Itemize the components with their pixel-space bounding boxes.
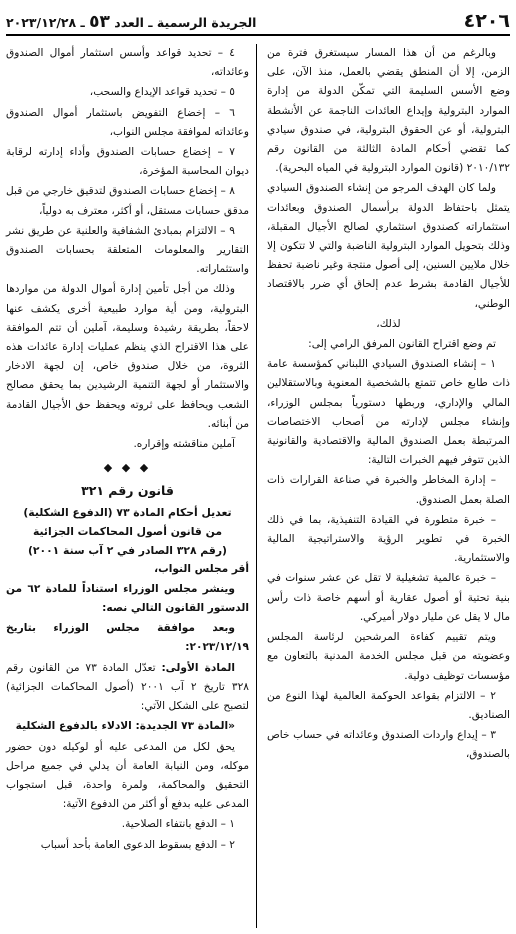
issue-date: ـ ٢٠٢٣/١٢/٢٨ [6,15,85,30]
law-title-line: تعديل أحكام المادة ٧٣ (الدفوع الشكلية) [23,505,232,519]
paragraph: تم وضع اقتراح القانون المرفق الرامي إلى: [308,338,496,351]
law-title-line: من قانون أصول المحاكمات الجزائية [32,524,223,538]
paragraph: ولما كان الهدف المرجو من إنشاء الصندوق السيادي يتمثل باحتفاظ الدولة برأسمال الصندوق وبعائدات استثماراته كصندوق استثماري لصالح الأجيال المقبلة، وذلك بتحويل الموارد البترولية الناضبة والتي لا تتكون إلا خلال ملايين السنين، إلى أصول منتجة وغير ناضبة تحفظ للأجيال القادمة بشرط عدم إلحاق أي ضرر بالاقتصاد الوطني، [266,182,510,310]
list-item: ٥ – تحديد قواعد الإيداع والسحب، [89,86,235,99]
issue-number: ٥٣ [89,12,110,32]
left-column [6,44,253,928]
article-label: المادة الأولى: [161,661,236,674]
list-item: ٧ – إخضاع حسابات الصندوق وأداء إدارته لرقابة ديوان المحاسبة المؤخرة، [5,146,249,178]
article [6,659,249,717]
article-text: يحق لكل من المدعى عليه أو لوكيله دون حضور موكله، ومن النيابة العامة أن يدلي في جميع مراحل التحقيق والمحاكمة، ولمرة واحدة، قبل استجواب المدعى عليه بدفع أو أكثر من الدفوع الآتية: [5,740,249,811]
list-item: ١ – إنشاء الصندوق السيادي اللبناني كمؤسسة عامة ذات طابع خاص تتمتع بالشخصية المعنوية وبالاستقلالين المالي والإداري، وربطها دستورياً بمجلس الوزراء، وإنشاء مجلس لإدارته من أصحاب الاختصاصات المرتبطة بعمل الصندوق المالية والاقتصادية والقانونية الذين تتوفر فيهم الخبرات التالية: [266,358,510,467]
preamble: وينشر مجلس الوزراء استناداً للمادة ٦٢ من الدستور القانون التالي نصه: [5,582,249,615]
list-item: ٤ – تحديد قواعد وأسس استثمار أموال الصندوق وعائداته، [5,47,249,79]
preamble: وبعد موافقة مجلس الوزراء بتاريخ ٢٠٢٣/١٢/١٩: [5,622,249,654]
right-column [260,44,510,928]
list-item: ٩ – الالتزام بمبادئ الشفافية والعلنية عن طريق نشر التقارير والمعلومات المتعلقة بحسابات الصندوق واستثماراته. [5,224,249,276]
paragraph: آملين مناقشته وإقراره. [133,438,235,451]
list-item: ٦ – إخضاع التفويض باستثمار أموال الصندوق وعائداته لموافقة مجلس النواب، [5,106,249,138]
preamble: أقر مجلس النواب، [154,562,249,575]
running-header [6,12,256,32]
list-item: ٢ – الالتزام بقواعد الحوكمة العالمية لهذا النوع من الصناديق. [266,689,510,721]
page-header [6,6,510,36]
paragraph: وبالرغم من أن هذا المسار سيستغرق فترة من الزمن، إلا أن المنطق يقضي بالعمل، منذ الآن، على وضع الأسس السليمة التي تمكّن الدولة من إدارة الموارد البترولية وإيداع العائدات الناجمة عن الأنشطة البترولية، أو عن الحقوق البترولية، في صندوق سيادي كما تقضي أحكام المادة الثالثة من القانون رقم ٢٠١٠/١٣٢ (قانون الموارد البترولية في المياه البحرية). [266,47,510,175]
list-item: ٢ – الدفع بسقوط الدعوى العامة بأحد أسباب [40,838,235,851]
section-separator: ◆ ◆ ◆ [103,461,152,475]
gazette-name: الجريدة الرسمية ـ العدد [114,15,257,30]
list-item: ٣ – إيداع واردات الصندوق وعائداته في حساب خاص بالصندوق، [266,729,510,761]
list-item: – خبرة عالمية تشغيلية لا تقل عن عشر سنوات في بنية تحتية أو أصول عقارية أو أسهم خاصة ذات رأس مال لا يقل عن مليار دولار أميركي. [266,572,510,623]
article-text: تعدّل المادة ٧٣ من القانون رقم ٣٢٨ تاريخ ٢ آب ٢٠٠١ (أصول المحاكمات الجزائية) لتصبح على الشكل الآتي: [5,661,249,713]
list-item: ١ – الدفع بانتفاء الصلاحية. [121,818,235,831]
list-item: – إدارة المخاطر والخبرة في صناعة القرارات ذات الصلة بعمل الصندوق. [266,474,510,506]
page-number: ٤٢٠٦ [463,10,510,32]
paragraph: وذلك من أجل تأمين إدارة أموال الدولة من مواردها البترولية، ومن أية موارد طبيعية أخرى يكشف عنها لاحقاً، بطريقة رشيدة وسليمة، آملين أن تتم الموافقة على هذا الاقتراح الذي ينظم عمليات إدارة عائدات هذه الثروة، من خلال صندوق خاص، إن لجهة الادخار والاستثمار أو لجهة التنمية الرشيدين بما يحقق مصالح الشعب ويحافظ على ثروته ويحفظ حق الأجيال القادمة من أبنائه. [5,283,249,430]
list-item: ٨ – إخضاع حسابات الصندوق لتدقيق خارجي من قبل مدقق حسابات مستقل، أو أكثر، معترف به دولياً، [5,185,249,217]
page-body [6,44,510,928]
paragraph: لذلك، [376,317,401,330]
column-divider [256,44,257,928]
law-number: قانون رقم ٣٢١ [81,483,174,499]
law-title-line: (رقم ٣٢٨ الصادر في ٢ آب سنة ٢٠٠١) [27,543,227,557]
paragraph: ويتم تقييم كفاءة المرشحين لرئاسة المجلس وعضويته من قبل مجلس الخدمة المدنية بالتعاون مع مؤسسات توظيف دولية. [266,631,510,682]
list-item: – خبرة متطورة في القيادة التنفيذية، بما في ذلك الخبرة في تطوير الرؤية والاستراتيجية المالية والاستثمارية. [266,513,510,565]
article-title: «المادة ٧٣ الجديدة: الادلاء بالدفوع الشكلية [15,720,235,733]
